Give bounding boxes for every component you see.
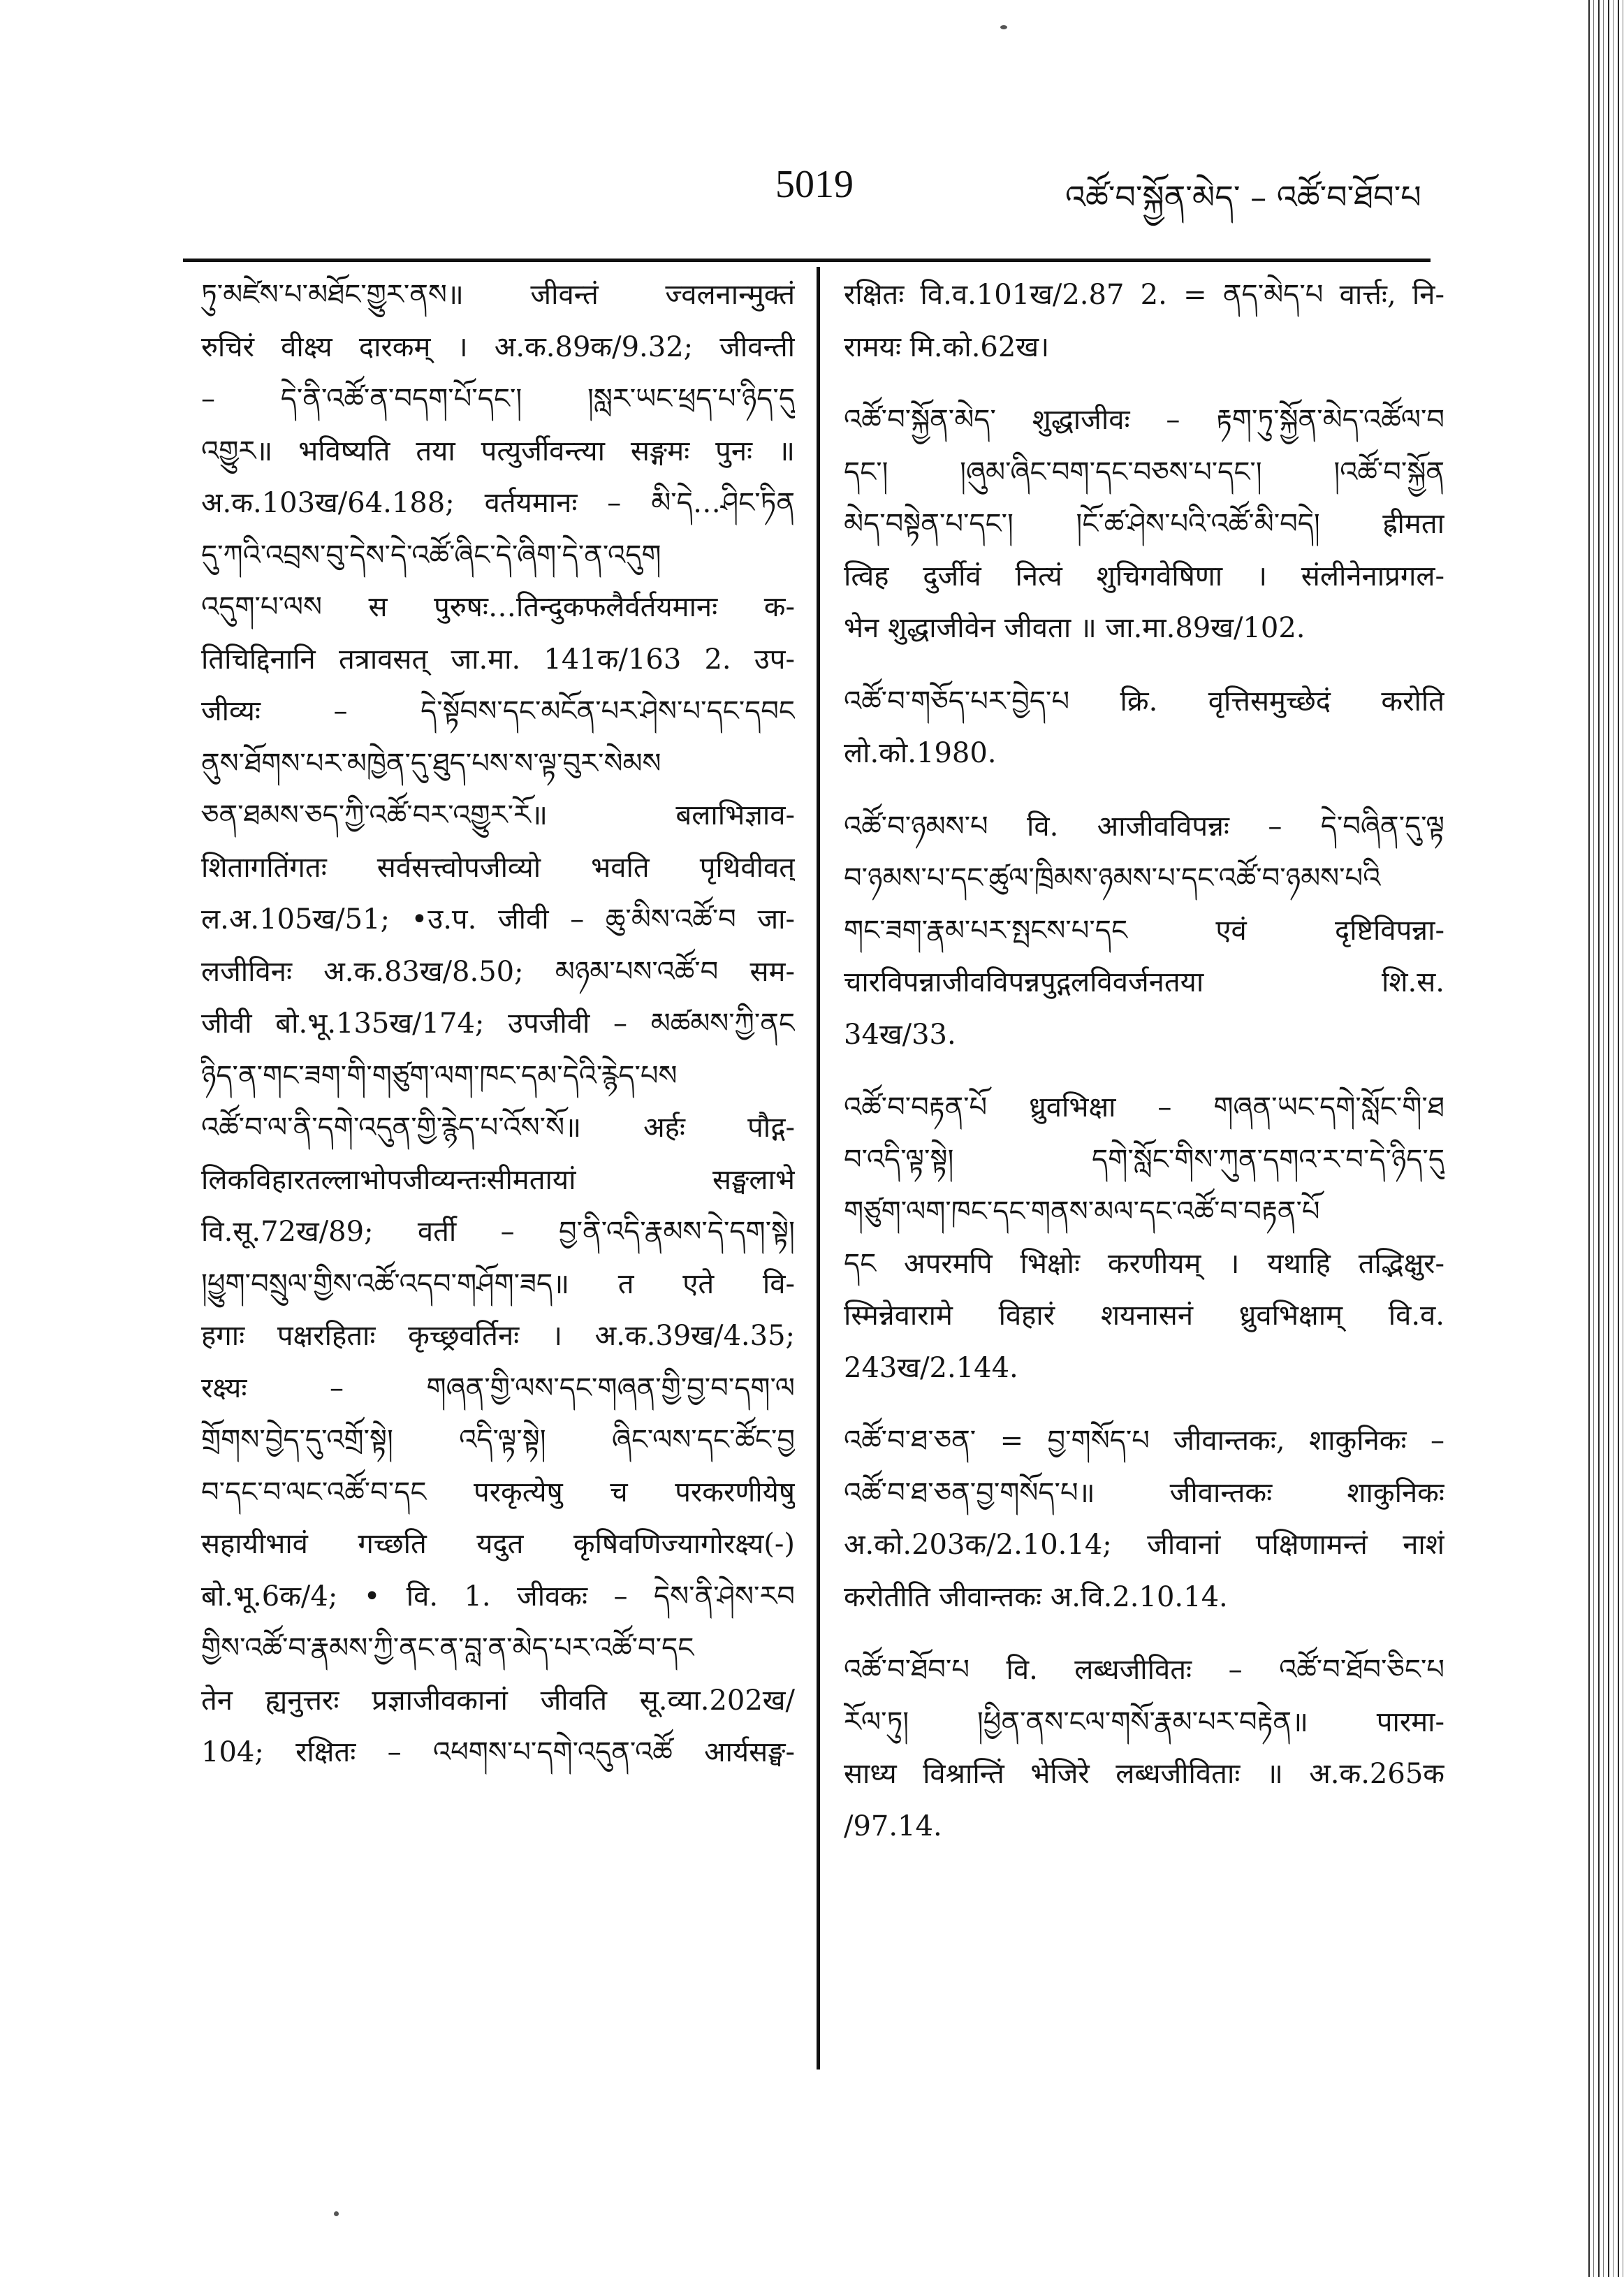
header-rule [183,259,1431,262]
text-line: 104; रक्षितः – འཕགས་པ་དགེ་འདུན་འཚོ आर्यसङ्घ- [201,1736,795,1768]
text-line: གྱིས་འཚོ་བ་རྣམས་ཀྱི་ནང་ན་བླ་ན་མེད་པར་འཚོ་བ་དང [201,1632,694,1664]
dictionary-entry [844,801,1444,1061]
text-line: གཙུག་ལག་ཁང་དང་གནས་མལ་དང་འཚོ་བ་བརྟན་པོ [844,1195,1320,1228]
text-line: འཚོ་བ་སྐྱོན་མེད་ शुद्धाजीवः – རྟག་ཏུ་སྐྱོན་མེད་འཚོལ་བ [844,404,1444,436]
scan-speck [334,2211,339,2216]
text-line: हगाः पक्षरहिताः कृच्छ्रवर्तिनः । अ.क.39ख/4.35; [201,1320,795,1352]
text-line: रामयः मि.को.62ख। [844,330,1050,363]
running-head: འཚོ་བ་སྐྱོན་མེད་ – འཚོ་བ་ཐོབ་པ [1065,178,1421,216]
text-line: अ.को.203क/2.10.14; जीवानां पक्षिणामन्तं नाशं [844,1529,1444,1561]
text-line: འཚོ་བ་ཐོབ་པ वि. लब्धजीवितः – འཚོ་བ་ཐོབ་ཅིང་པ [844,1654,1444,1686]
text-line: འཚོ་བ་ལ་ནི་དགེ་འདུན་གྱི་རྙེད་པ་འོས་སོ॥ अर्हः पौद्ग- [201,1112,795,1144]
text-line: །ཕྱུག་བསྲུལ་གྱིས་འཚོ་འདབ་གཤོག་ཟད॥ त एते वि- [201,1267,795,1300]
entry-gap [844,780,1444,801]
text-line: གྲོགས་བྱེད་དུ་འགྲོ་སྟེ། འདི་ལྟ་སྟེ། ཞིང་ལས་དང་ཚོང་བྱ [201,1424,795,1456]
text-line: रुचिरं वीक्ष्य दारकम् । अ.क.89क/9.32; जीवन्ती [201,330,795,363]
text-line: འཚོ་བ་ཉམས་པ वि. आजीवविपन्नः – དེ་བཞིན་དུ་ལྟ [844,810,1444,843]
text-line: भेन शुद्धाजीवेन जीवता ॥ जा.मा.89ख/102. [844,612,1305,644]
text-line: འཚོ་བ་ཐ་ཅན་བྱ་གསོད་པ॥ जीवान्तकः शाकुनिकः [844,1476,1444,1509]
text-line: ཏུ་མཛེས་པ་མཐོང་གྱུར་ནས॥ जीवन्तं ज्वलनान्मुक्तं [201,279,795,311]
text-line: མེད་བསྟེན་པ་དང་། །ངོ་ཚ་ཤེས་པའི་འཚོ་མི་བདེ། ह्रीमता [844,508,1444,540]
text-line: शितागतिंगतः सर्वसत्त्वोपजीव्यो भवति पृथिवीवत् [201,851,795,884]
text-line: करोतीति जीवान्तकः अ.वि.2.10.14. [844,1580,1228,1613]
column-divider [817,267,820,2069]
text-line: འགྱུར॥ भविष्यति तया पत्युर्जीवन्त्या सङ्गमः पुनः ॥ [201,435,795,467]
text-line: བ་ཉམས་པ་དང་ཚུལ་ཁྲིམས་ཉམས་པ་དང་འཚོ་བ་ཉམས་པའི [844,862,1381,894]
text-line: 243ख/2.144. [844,1351,1018,1384]
text-line: जीव्यः – དེ་སྟོབས་དང་མངོན་པར་ཤེས་པ་དང་དབང [201,695,795,727]
text-line: འཚོ་བ་བརྟན་པོ ध्रुवभिक्षा – གཞན་ཡང་དགེ་སློང་གི་ཐ [844,1091,1444,1123]
text-line: बो.भू.6क/4; • वि. 1. जीवकः – དེས་ནི་ཤེས་རབ [201,1580,795,1613]
text-line: དུ་ཀའི་འབྲས་བུ་དེས་དེ་འཚོ་ཞིང་དེ་ཞིག་དེ་ན་འདུག [201,539,661,572]
text-line: འཚོ་བ་གཅོད་པར་བྱེད་པ क्रि. वृत्तिसमुच्छेदं करोति [844,685,1444,718]
text-line: ཅན་ཐམས་ཅད་ཀྱི་འཚོ་བར་འགྱུར་རོ॥ बलाभिज्ञाव- [201,799,795,831]
text-line: लो.को.1980. [844,737,997,769]
dictionary-entry [844,1644,1444,1852]
text-line: རོལ་ཏུ། །ཕྱིན་ནས་ངལ་གསོ་རྣམ་པར་བརྟེན॥ पारमा- [844,1705,1444,1738]
text-line: བ་དང་བ་ལང་འཚོ་བ་དང परकृत्येषु च परकरणीयेषु [201,1476,795,1508]
text-line: ल.अ.105ख/51; •उ.प. जीवी – ཆུ་མིས་འཚོ་བ जा- [201,903,795,936]
text-line: जीवी बो.भू.135ख/174; उपजीवी – མཚམས་ཀྱི་ནང [201,1007,795,1040]
text-line: रक्षितः वि.व.101ख/2.87 2. = ནད་མེད་པ वार्त्तः, नि- [844,279,1444,311]
text-line: तेन ह्यनुत्तरः प्रज्ञाजीवकानां जीवति सू.व्या.202ख/ [201,1684,795,1717]
entry-gap [844,373,1444,394]
text-line: रक्ष्यः – གཞན་གྱི་ལས་དང་གཞན་གྱི་བྱ་བ་དག་ལ [201,1372,795,1404]
text-line: वि.सू.72ख/89; वर्ती – བྱ་ནི་འདི་རྣམས་དེ་དག་སྟེ། [201,1216,795,1248]
dictionary-entry [844,269,1444,373]
text-line: लजीविनः अ.क.83ख/8.50; མཉམ་པས་འཚོ་བ सम- [201,955,795,988]
text-line: འདུག་པ་ལས स पुरुषः…तिन्दुकफलैर्वर्तयमानः क- [201,591,795,623]
text-line: साध्य विश्रान्तिं भेजिरे लब्धजीविताः ॥ अ.क.265क [844,1758,1444,1790]
text-line: བ་འདི་ལྟ་སྟེ། དགེ་སློང་གིས་ཀུན་དགའ་ར་བ་དེ་ཉིད་དུ [844,1143,1444,1176]
entry-gap [844,1623,1444,1644]
text-line: अ.क.103ख/64.188; वर्तयमानः – མི་དེ…ཤིང་ཏིན [201,487,795,519]
text-line: – དེ་ནི་འཚོ་ན་བདག་པོ་དང་། །སླར་ཡང་ཕྲད་པ་ཉིད་དུ [201,383,795,415]
dictionary-entry [844,1415,1444,1623]
text-line: चारविपन्नाजीवविपन्नपुद्गलविवर्जनतया शि.स. [844,966,1444,998]
entry-gap [844,1061,1444,1082]
entry-gap [844,1394,1444,1415]
text-line: सहायीभावं गच्छति यदुत कृषिवणिज्यागोरक्ष्य(-) [201,1528,795,1560]
left-column [201,269,795,1779]
text-line: 34ख/33. [844,1018,956,1051]
text-line: ཉིད་ན་གང་ཟག་གི་གཙུག་ལག་ཁང་དམ་དེའི་རྙེད་པས [201,1059,678,1092]
page-number: 5019 [775,163,854,206]
text-line: ནུས་ཐོགས་པར་མཁྱེན་དུ་ཐུད་པས་ས་ལྟ་བུར་སེམས [201,747,661,780]
dictionary-entry [844,1082,1444,1394]
text-line: लिकविहारतल्लाभोपजीव्यन्तःसीमतायां सङ्घलाभे [201,1163,795,1196]
right-column [844,269,1444,1852]
dictionary-entry [844,394,1444,655]
entry-gap [844,655,1444,676]
text-line: /97.14. [844,1810,942,1842]
text-line: འཚོ་བ་ཐ་ཅན་ = བྱ་གསོད་པ जीवान्तकः, शाकुनिकः – [844,1425,1444,1457]
text-line: དང अपरमपि भिक्षोः करणीयम् । यथाहि तद्भिक्षुर- [844,1247,1444,1280]
text-line: དང་། །ཞུམ་ཞིང་བག་དང་བཅས་པ་དང་། །འཚོ་བ་སྐྱོན [844,456,1444,488]
page-edge [1584,0,1624,2277]
text-line: त्विह दुर्जीवं नित्यं शुचिगवेषिणा । संलीनेनाप्रगल- [844,560,1444,592]
text-line: स्मिन्नेवारामे विहारं शयनासनं ध्रुवभिक्षाम् वि.व. [844,1300,1444,1332]
text-line: तिचिद्दिनानि तत्रावसत् जा.मा. 141क/163 2. उप- [201,643,795,676]
dictionary-entry [844,676,1444,780]
scan-speck [1000,25,1007,29]
text-line: གང་ཟག་རྣམ་པར་སྤངས་པ་དང एवं दृष्टिविपन्ना- [844,914,1444,947]
